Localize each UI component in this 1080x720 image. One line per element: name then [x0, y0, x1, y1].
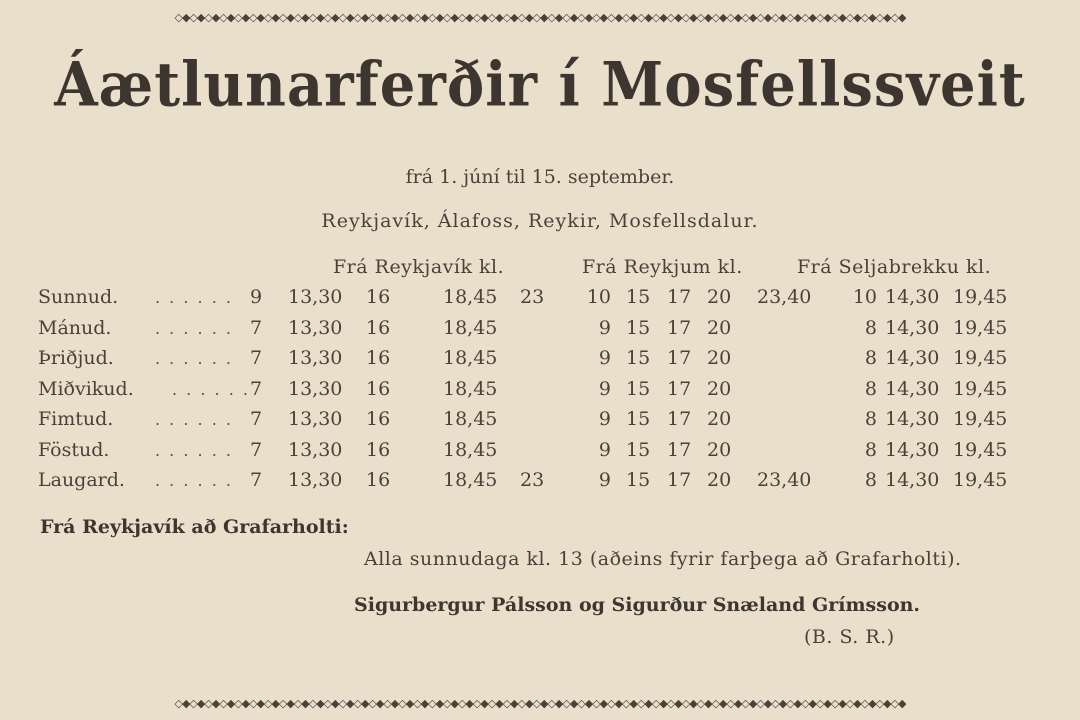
timetable-time-cell: 13,30 [288, 317, 343, 339]
timetable-time-cell: 17 [667, 347, 692, 369]
timetable-time-cell: 8 [864, 347, 877, 369]
timetable-time-cell: 19,45 [953, 408, 1008, 430]
timetable-time-cell: 7 [250, 378, 263, 400]
timetable-time-cell: 9 [598, 439, 611, 461]
operators: Sigurbergur Pálsson og Sigurður Snæland Grímsson. [354, 594, 921, 616]
timetable-time-cell: 14,30 [885, 469, 940, 491]
leader-dots: . . . . . . [172, 380, 250, 399]
timetable-time-cell: 9 [250, 286, 263, 308]
timetable-time-cell: 16 [366, 347, 391, 369]
timetable-time-cell: 19,45 [953, 347, 1008, 369]
timetable-time-cell: 16 [366, 469, 391, 491]
header-from-reykjavik: Frá Reykjavík kl. [333, 256, 505, 278]
timetable-time-cell: 15 [626, 439, 651, 461]
timetable-time-cell: 8 [864, 378, 877, 400]
timetable-time-cell: 20 [707, 286, 732, 308]
timetable-time-cell: 19,45 [953, 378, 1008, 400]
timetable-time-cell: 16 [366, 286, 391, 308]
decorative-border-top: ◇◆◇◆◇◆◇◆◇◆◇◆◇◆◇◆◇◆◇◆◇◆◇◆◇◆◇◆◇◆◇◆◇◆◇◆◇◆◇◆◇◆◇◆◇◆◇◆◇◆◇◆◇◆◇◆◇◆◇◆◇◆◇◆◇◆◇◆◇◆◇◆◇◆◇◆◇◆◇◆◇◆◇◆◇◆◇◆◇◆◇◆◇◆◇◆◇◆ [174, 10, 906, 24]
leader-dots: . . . . . . [155, 471, 233, 490]
timetable-time-cell: 8 [864, 439, 877, 461]
timetable-time-cell: 23 [520, 469, 545, 491]
header-from-seljabrekku: Frá Seljabrekku kl. [797, 256, 992, 278]
timetable-time-cell: 10 [586, 286, 611, 308]
timetable-time-cell: 16 [366, 408, 391, 430]
timetable-time-cell: 14,30 [885, 317, 940, 339]
timetable-time-cell: 10 [852, 286, 877, 308]
timetable-time-cell: 18,45 [443, 347, 498, 369]
timetable-time-cell: 13,30 [288, 347, 343, 369]
timetable-time-cell: 23 [520, 286, 545, 308]
timetable-time-cell: 13,30 [288, 408, 343, 430]
timetable-time-cell: 19,45 [953, 317, 1008, 339]
timetable-time-cell: 14,30 [885, 286, 940, 308]
timetable-time-cell: 8 [864, 408, 877, 430]
timetable-time-cell: 7 [250, 439, 263, 461]
timetable-time-cell: 17 [667, 378, 692, 400]
timetable-day-label: Föstud. [38, 439, 110, 461]
timetable-time-cell: 8 [864, 469, 877, 491]
timetable-day-label: Laugard. [38, 469, 125, 491]
timetable-time-cell: 16 [366, 378, 391, 400]
leader-dots: . . . . . . [155, 319, 233, 338]
timetable-time-cell: 13,30 [288, 286, 343, 308]
timetable-day-label: Miðvikud. [38, 378, 134, 400]
timetable-time-cell: 17 [667, 408, 692, 430]
leader-dots: . . . . . . [155, 349, 233, 368]
timetable-time-cell: 20 [707, 378, 732, 400]
timetable-time-cell: 17 [667, 439, 692, 461]
timetable-time-cell: 18,45 [443, 408, 498, 430]
leader-dots: . . . . . . [155, 410, 233, 429]
timetable-time-cell: 8 [864, 317, 877, 339]
timetable-time-cell: 19,45 [953, 439, 1008, 461]
timetable-time-cell: 13,30 [288, 439, 343, 461]
timetable-time-cell: 9 [598, 378, 611, 400]
date-range-subtitle: frá 1. júní til 15. september. [405, 166, 675, 188]
bsr-label: (B. S. R.) [804, 626, 895, 648]
timetable-day-label: Mánud. [38, 317, 112, 339]
timetable-time-cell: 20 [707, 347, 732, 369]
timetable-time-cell: 7 [250, 408, 263, 430]
timetable-time-cell: 14,30 [885, 408, 940, 430]
route-stops: Reykjavík, Álafoss, Reykir, Mosfellsdalur. [321, 210, 759, 232]
timetable-time-cell: 15 [626, 286, 651, 308]
timetable-time-cell: 17 [667, 286, 692, 308]
timetable-time-cell: 18,45 [443, 378, 498, 400]
grafarholt-heading: Frá Reykjavík að Grafarholti: [40, 516, 349, 538]
timetable-time-cell: 7 [250, 317, 263, 339]
timetable-time-cell: 9 [598, 408, 611, 430]
timetable-time-cell: 14,30 [885, 347, 940, 369]
timetable-time-cell: 16 [366, 317, 391, 339]
page-title: Áætlunarferðir í Mosfellssveit [54, 49, 1026, 121]
timetable-time-cell: 15 [626, 378, 651, 400]
timetable-time-cell: 15 [626, 408, 651, 430]
timetable-time-cell: 17 [667, 317, 692, 339]
timetable-time-cell: 23,40 [757, 469, 812, 491]
timetable-time-cell: 15 [626, 469, 651, 491]
timetable-time-cell: 17 [667, 469, 692, 491]
timetable-time-cell: 19,45 [953, 469, 1008, 491]
timetable-time-cell: 9 [598, 347, 611, 369]
timetable-time-cell: 20 [707, 317, 732, 339]
timetable-time-cell: 20 [707, 439, 732, 461]
timetable-time-cell: 7 [250, 347, 263, 369]
timetable-time-cell: 20 [707, 408, 732, 430]
timetable-time-cell: 9 [598, 317, 611, 339]
timetable-time-cell: 9 [598, 469, 611, 491]
leader-dots: . . . . . . [155, 288, 233, 307]
timetable-time-cell: 13,30 [288, 378, 343, 400]
timetable-time-cell: 7 [250, 469, 263, 491]
timetable-time-cell: 18,45 [443, 317, 498, 339]
timetable-time-cell: 16 [366, 439, 391, 461]
timetable-day-label: Fimtud. [38, 408, 114, 430]
timetable-time-cell: 18,45 [443, 469, 498, 491]
header-from-reykjum: Frá Reykjum kl. [582, 256, 743, 278]
timetable-time-cell: 14,30 [885, 439, 940, 461]
leader-dots: . . . . . . [155, 441, 233, 460]
timetable-time-cell: 15 [626, 347, 651, 369]
timetable-day-label: Sunnud. [38, 286, 119, 308]
timetable-time-cell: 19,45 [953, 286, 1008, 308]
timetable-time-cell: 18,45 [443, 439, 498, 461]
timetable-time-cell: 14,30 [885, 378, 940, 400]
grafarholt-schedule: Alla sunnudaga kl. 13 (aðeins fyrir farþega að Grafarholti). [364, 548, 962, 570]
timetable-time-cell: 18,45 [443, 286, 498, 308]
timetable-time-cell: 15 [626, 317, 651, 339]
timetable-day-label: Þriðjud. [38, 347, 114, 369]
decorative-border-bottom: ◇◆◇◆◇◆◇◆◇◆◇◆◇◆◇◆◇◆◇◆◇◆◇◆◇◆◇◆◇◆◇◆◇◆◇◆◇◆◇◆◇◆◇◆◇◆◇◆◇◆◇◆◇◆◇◆◇◆◇◆◇◆◇◆◇◆◇◆◇◆◇◆◇◆◇◆◇◆◇◆◇◆◇◆◇◆◇◆◇◆◇◆◇◆◇◆◇◆ [174, 696, 906, 710]
timetable-time-cell: 23,40 [757, 286, 812, 308]
timetable-time-cell: 20 [707, 469, 732, 491]
timetable-time-cell: 13,30 [288, 469, 343, 491]
